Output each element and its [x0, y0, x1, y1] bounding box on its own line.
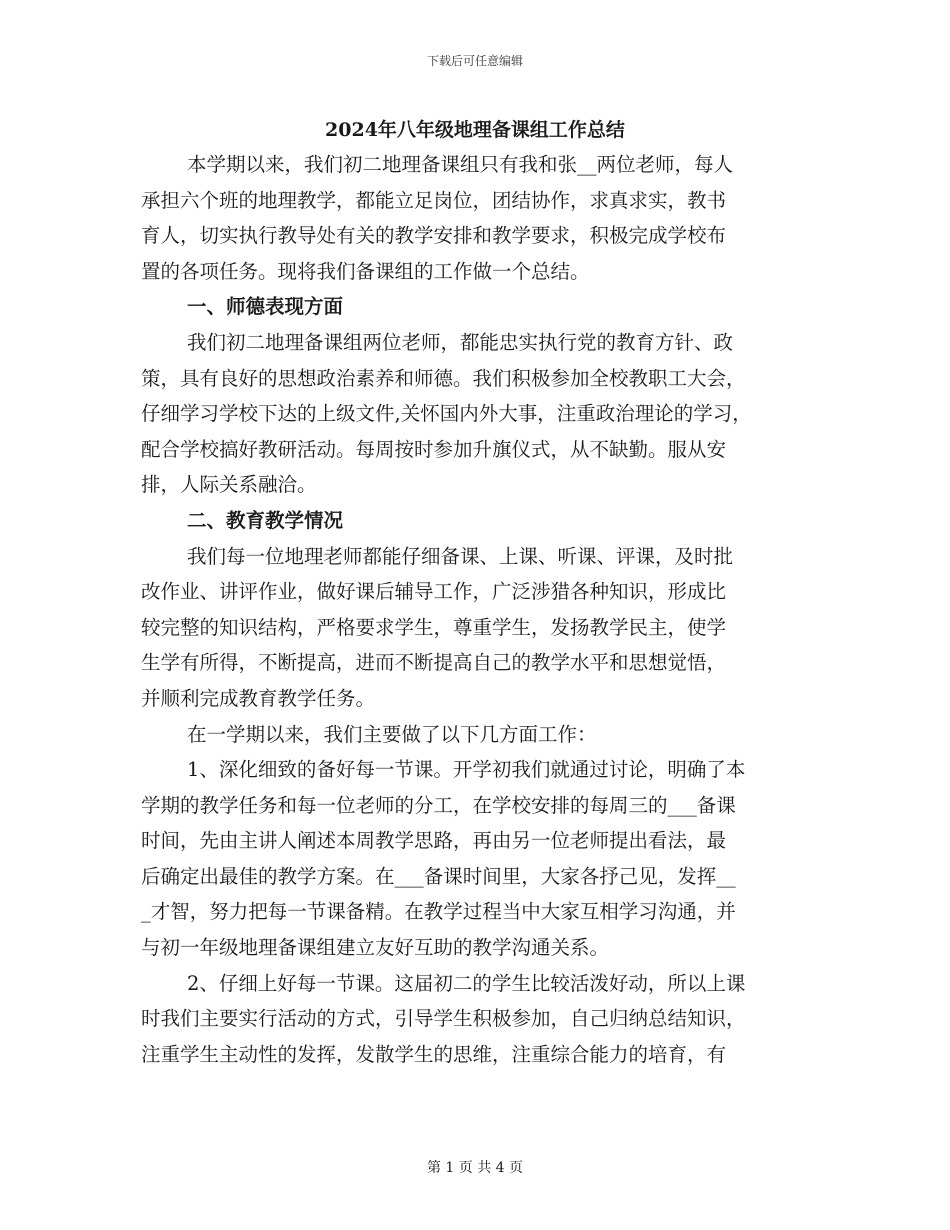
paragraph-line: 改作业、讲评作业，做好课后辅导工作，广泛涉猎各种知识，形成比 — [141, 580, 727, 604]
paragraph-line: 时我们主要实行活动的方式，引导学生积极参加，自己归纳总结知识， — [141, 1007, 746, 1031]
paragraph-line: 置的各项任务。现将我们备课组的工作做一个总结。 — [141, 259, 590, 283]
section-heading: 一、师德表现方面 — [187, 295, 344, 319]
paragraph-line: 1、深化细致的备好每一节课。开学初我们就通过讨论，明确了本 — [187, 758, 746, 782]
paragraph-line: 仔细学习学校下达的上级文件,关怀国内外大事，注重政治理论的学习， — [141, 402, 752, 426]
document-body — [141, 147, 813, 1072]
paragraph-line: 时间，先由主讲人阐述本周教学思路，再由另一位老师提出看法，最 — [141, 829, 727, 853]
paragraph-line: 并顺利完成教育教学任务。 — [141, 686, 376, 710]
paragraph-line: 2、仔细上好每一节课。这届初二的学生比较活泼好动，所以上课 — [187, 971, 746, 995]
document-title: 2024年八年级地理备课组工作总结 — [325, 119, 625, 141]
paragraph-line: 在一学期以来，我们主要做了以下几方面工作： — [187, 722, 597, 746]
paragraph-line: 生学有所得，不断提高，进而不断提高自己的教学水平和思想觉悟， — [141, 651, 727, 675]
page-header: 下载后可任意编辑 — [426, 54, 523, 68]
paragraph-line: 学期的教学任务和每一位老师的分工，在学校安排的每周三的___备课 — [141, 793, 736, 817]
paragraph-line: 注重学生主动性的发挥，发散学生的思维，注重综合能力的培育，有 — [141, 1042, 727, 1066]
paragraph-line: 本学期以来，我们初二地理备课组只有我和张__两位老师，每人 — [187, 153, 734, 176]
page-footer: 第 1 页 共 4 页 — [426, 1160, 524, 1176]
paragraph-line: _才智，努力把每一节课备精。在教学过程当中大家互相学习沟通，并 — [141, 900, 736, 924]
paragraph-line: 较完整的知识结构，严格要求学生，尊重学生，发扬教学民主，使学 — [141, 615, 727, 639]
paragraph-line: 育人，切实执行教导处有关的教学安排和教学要求，积极完成学校布 — [141, 224, 727, 248]
section-heading: 二、教育教学情况 — [187, 508, 344, 532]
paragraph-line: 我们初二地理备课组两位老师，都能忠实执行党的教育方针、政 — [187, 330, 734, 354]
paragraph-line: 我们每一位地理老师都能仔细备课、上课、听课、评课，及时批 — [187, 544, 734, 568]
paragraph-line: 配合学校搞好教研活动。每周按时参加升旗仪式，从不缺勤。服从安 — [141, 437, 727, 461]
paragraph-line: 排，人际关系融洽。 — [141, 473, 317, 497]
paragraph-line: 后确定出最佳的教学方案。在___备课时间里，大家各抒己见，发挥__ — [141, 864, 736, 888]
paragraph-line: 与初一年级地理备课组建立友好互助的教学沟通关系。 — [141, 936, 610, 960]
paragraph-line: 策，具有良好的思想政治素养和师德。我们积极参加全校教职工大会， — [141, 366, 746, 390]
paragraph-line: 承担六个班的地理教学，都能立足岗位，团结协作，求真求实，教书 — [141, 188, 727, 212]
